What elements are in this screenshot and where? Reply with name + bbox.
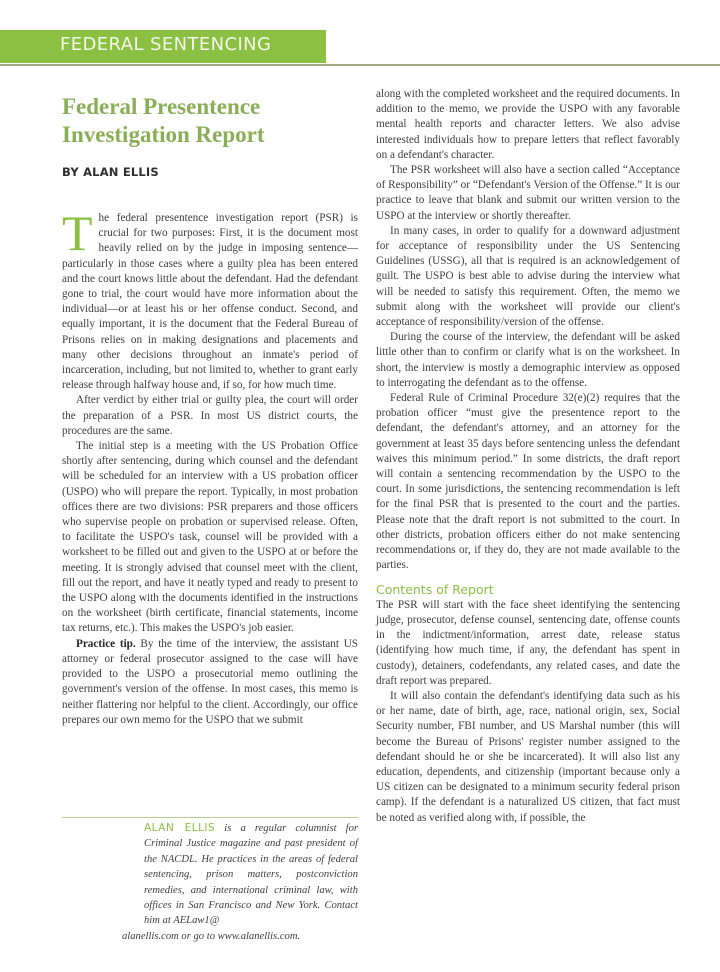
body-paragraph: It will also contain the defendant's identifying data such as his or her name, date of birth, age, race, national origin, sex, Social Security number, FBI number, and US Marshal number (this will become the Bureau of Prisons' register number assigned to the defendant should he or she be incarcerated). It will also list any education, dependents, and citizenship (important because only a US citizen can be designated to a minimum security federal prison camp). If the defendant is a naturalized US citizen, that fact must be noted as verified along with, if possible, the xyxy=(376,689,680,824)
drop-cap: T xyxy=(62,205,93,261)
section-label: FEDERAL SENTENCING xyxy=(60,34,272,55)
body-paragraph: In many cases, in order to qualify for a downward adjustment for acceptance of responsibility under the US Sentencing Guidelines (USSG), all that is required is an acknowledgement of guilt. The USPO is best able to advise during the interview what will be needed to satisfy this requirement. Often, the memo we submit along with the worksheet will provide our client's acceptance of responsibility/version of the offense. xyxy=(376,224,680,329)
practice-tip-paragraph: Practice tip. By the time of the interview, the assistant US attorney or federal prosecutor assigned to the case will have provided to the USPO a prosecutorial memo outlining the government's version of the offense. In most cases, this memo is neither flattering nor helpful to the client. Accordingly, our office prepares our own memo for the USPO that we submit xyxy=(62,637,358,726)
body-paragraph: along with the completed worksheet and the required documents. In addition to the memo, we provide the USPO with any favorable mental health reports and character letters. We also advise interested individuals how to prepare letters that reflect favorably on a defendant's character. xyxy=(376,88,680,161)
header-divider xyxy=(0,64,720,66)
bio-divider xyxy=(62,817,358,818)
bio-author-name: ALAN ELLIS xyxy=(144,822,216,834)
body-paragraph: During the course of the interview, the defendant will be asked little other than to confirm or clarify what is on the worksheet. In short, the interview is mostly a demographic interview as opposed to interrogating the defendant as to the offense. xyxy=(376,331,680,389)
section-heading: Contents of Report xyxy=(376,581,494,597)
body-paragraph: The federal presentence investigation report (PSR) is crucial for two purposes: First, it is the document most heavily relied on by the judge in imposing sentence—particularly in those cases where a guilty plea has been entered and the court knows little about the defendant. Had the defendant gone to trial, the court would have more information about the individual—or at least his or her offense conduct. Second, and equally important, it is the document that the Federal Bureau of Prisons relies on in making designations and placements and many other decisions throughout an inmate's period of incarceration, including, but not limited to, whether to grant early release through halfway house and, if so, for how much time. xyxy=(62,205,358,392)
article-title: Federal Presentence Investigation Report xyxy=(62,94,265,147)
body-paragraph: Federal Rule of Criminal Procedure 32(e)(2) requires that the probation officer “must give the presentence report to the defendant, the defendant's attorney, and an attorney for the government at least 35 days before sentencing unless the defendant waives this minimum period.” In some districts, the draft report will contain a sentencing recommendation by the USPO to the court. In some jurisdictions, the sentencing recommendation is left for the final PSR that is presented to the court and the parties. Please note that the draft report is not submitted to the court. In other districts, probation officers either do not make sentencing recommendations or, if they do, they are not made available to the parties. xyxy=(376,392,680,572)
body-paragraph: The PSR will start with the face sheet identifying the sentencing judge, prosecutor, defense counsel, sentencing date, offense counts in the indictment/information, arrest date, release status (identifying how much time, if any, the defendant has spent in custody), detainers, codefendants, any related cases, and date the draft report was prepared. xyxy=(376,598,680,687)
bio-contact: alanellis.com or go to www.alanellis.com. xyxy=(122,930,301,942)
body-paragraph: The initial step is a meeting with the US Probation Office shortly after sentencing, during which counsel and the defendant will be scheduled for an interview with a US probation officer (USPO) who will prepare the report. Typically, in most probation offices there are two divisions: PSR preparers and those officers who supervise people on probation or supervised release. Often, to facilitate the USPO's task, counsel will be provided with a worksheet to be filled out and given to the USPO at or before the meeting. It is strongly advised that counsel meet with the client, fill out the report, and have it neatly typed and ready to present to the USPO along with the documents identified in the instructions on the worksheet (birth certificate, financial statements, income tax returns, etc.). This makes the USPO's job easier. xyxy=(62,440,358,635)
practice-tip-lead: Practice tip. xyxy=(76,637,136,650)
byline: BY ALAN ELLIS xyxy=(62,165,159,179)
right-column xyxy=(376,87,680,826)
left-column xyxy=(62,205,358,728)
body-paragraph: After verdict by either trial or guilty plea, the court will order the preparation of a PSR. In most US district courts, the procedures are the same. xyxy=(62,394,358,437)
author-bio: ALAN ELLIS is a regular columnist for Criminal Justice magazine and past president of the NACDL. He practices in the areas of federal sentencing, prison matters, postconviction remedies, and international criminal law, with offices in San Francisco and New York. Contact him at AELaw1@ alanellis.com or go to www.alanellis.com. xyxy=(62,821,358,944)
section-header-bar xyxy=(0,30,326,63)
body-paragraph: The PSR worksheet will also have a section called “Acceptance of Responsibility” or “Defendant's Version of the Offense.” It is our practice to leave that blank and submit our written version to the USPO at the interview or shortly thereafter. xyxy=(376,164,680,222)
